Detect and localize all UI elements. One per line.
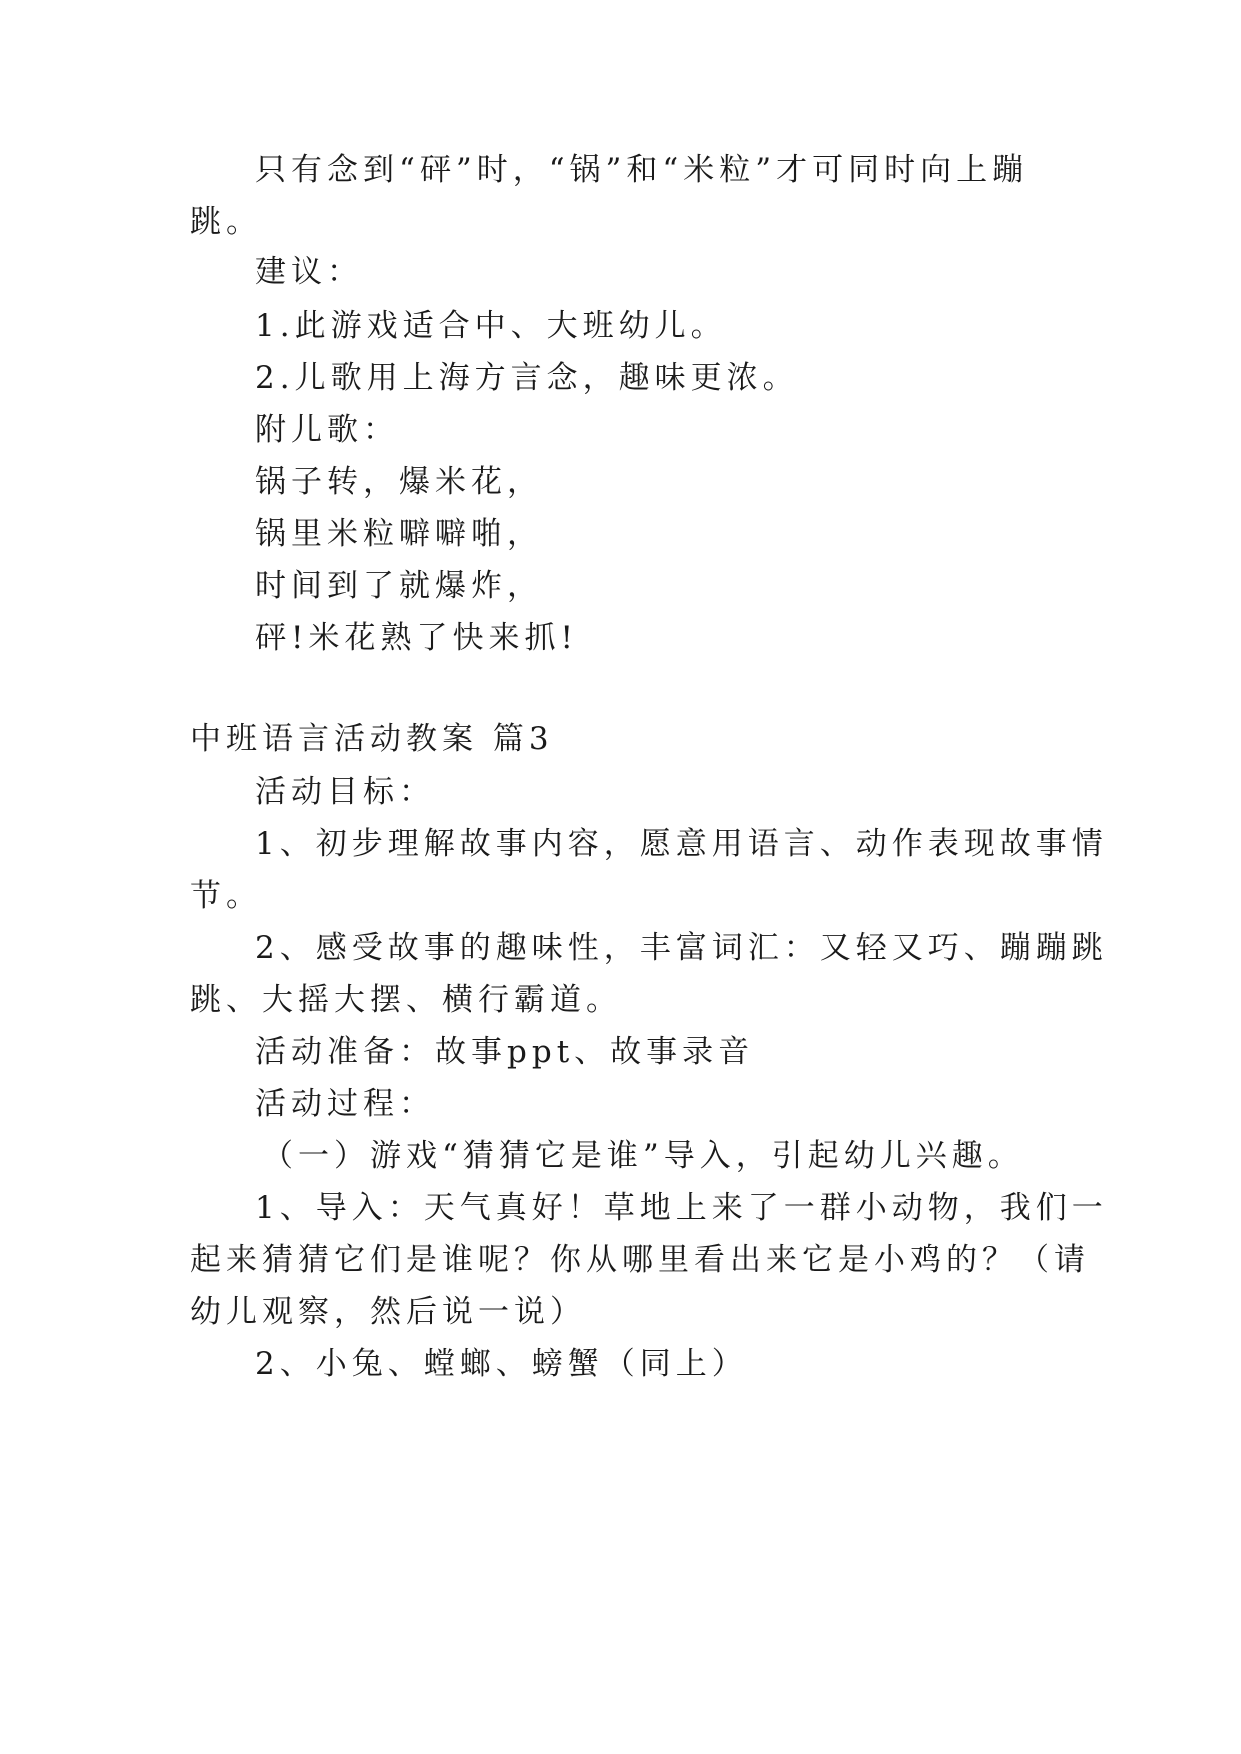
poem-line: 砰!米花熟了快来抓! — [255, 620, 578, 656]
poem-line: 锅子转，爆米花， — [255, 464, 543, 500]
paragraph-line: 节。 — [190, 878, 262, 914]
paragraph-line: 幼儿观察，然后说一说） — [190, 1294, 586, 1330]
paragraph-line: 1、初步理解故事内容，愿意用语言、动作表现故事情 — [255, 826, 1108, 862]
paragraph-line: 附儿歌： — [255, 412, 399, 448]
paragraph-line: （一）游戏“猜猜它是谁”导入，引起幼儿兴趣。 — [262, 1138, 1024, 1174]
paragraph-line: 1、导入：天气真好！草地上来了一群小动物，我们一 — [255, 1190, 1108, 1226]
paragraph-line: 活动准备：故事ppt、故事录音 — [255, 1034, 755, 1070]
paragraph-line: 2、小兔、螳螂、螃蟹（同上） — [255, 1346, 748, 1382]
paragraph-line: 2.儿歌用上海方言念，趣味更浓。 — [255, 360, 799, 396]
paragraph-line: 活动过程： — [255, 1086, 435, 1122]
paragraph-line: 活动目标： — [255, 774, 435, 810]
poem-line: 时间到了就爆炸， — [255, 568, 543, 604]
poem-line: 锅里米粒噼噼啪， — [255, 516, 543, 552]
paragraph-line: 2、感受故事的趣味性，丰富词汇：又轻又巧、蹦蹦跳 — [255, 930, 1108, 966]
paragraph-line: 建议： — [255, 254, 363, 290]
paragraph-line: 只有念到“砰”时，“锅”和“米粒”才可同时向上蹦 — [255, 152, 1029, 188]
paragraph-line: 跳、大摇大摆、横行霸道。 — [190, 982, 622, 1018]
paragraph-line: 起来猜猜它们是谁呢？你从哪里看出来它是小鸡的？（请 — [190, 1242, 1090, 1278]
paragraph-line: 跳。 — [190, 204, 262, 240]
paragraph-line: 1.此游戏适合中、大班幼儿。 — [255, 308, 727, 344]
section-heading: 中班语言活动教案 篇3 — [190, 721, 554, 757]
